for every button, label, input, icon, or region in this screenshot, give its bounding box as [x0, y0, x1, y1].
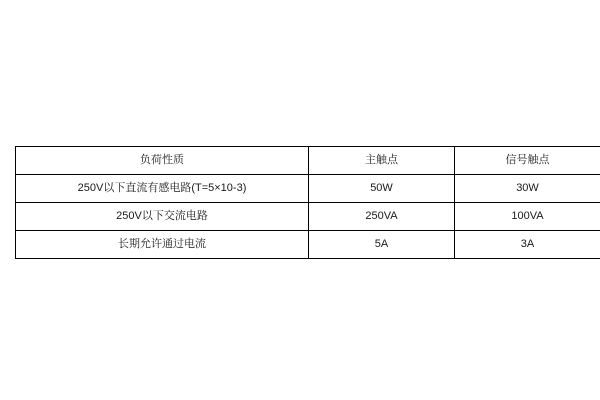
table-cell-main-contact: 50W	[309, 175, 455, 203]
table-cell-load-type: 250V以下直流有感电路(T=5×10-3)	[16, 175, 309, 203]
table-cell-main-contact: 250VA	[309, 203, 455, 231]
spec-table-container	[15, 146, 585, 259]
table-header-cell-load-type: 负荷性质	[16, 147, 309, 175]
table-cell-signal-contact: 30W	[455, 175, 600, 203]
table-header-cell-signal-contact: 信号触点	[455, 147, 600, 175]
table-row	[16, 175, 600, 203]
table-header-cell-main-contact: 主触点	[309, 147, 455, 175]
table-cell-load-type: 250V以下交流电路	[16, 203, 309, 231]
table-header-row	[16, 147, 600, 175]
contact-rating-table	[15, 146, 600, 259]
table-row	[16, 231, 600, 259]
table-row	[16, 203, 600, 231]
table-cell-signal-contact: 100VA	[455, 203, 600, 231]
table-cell-main-contact: 5A	[309, 231, 455, 259]
table-cell-load-type: 长期允许通过电流	[16, 231, 309, 259]
table-cell-signal-contact: 3A	[455, 231, 600, 259]
